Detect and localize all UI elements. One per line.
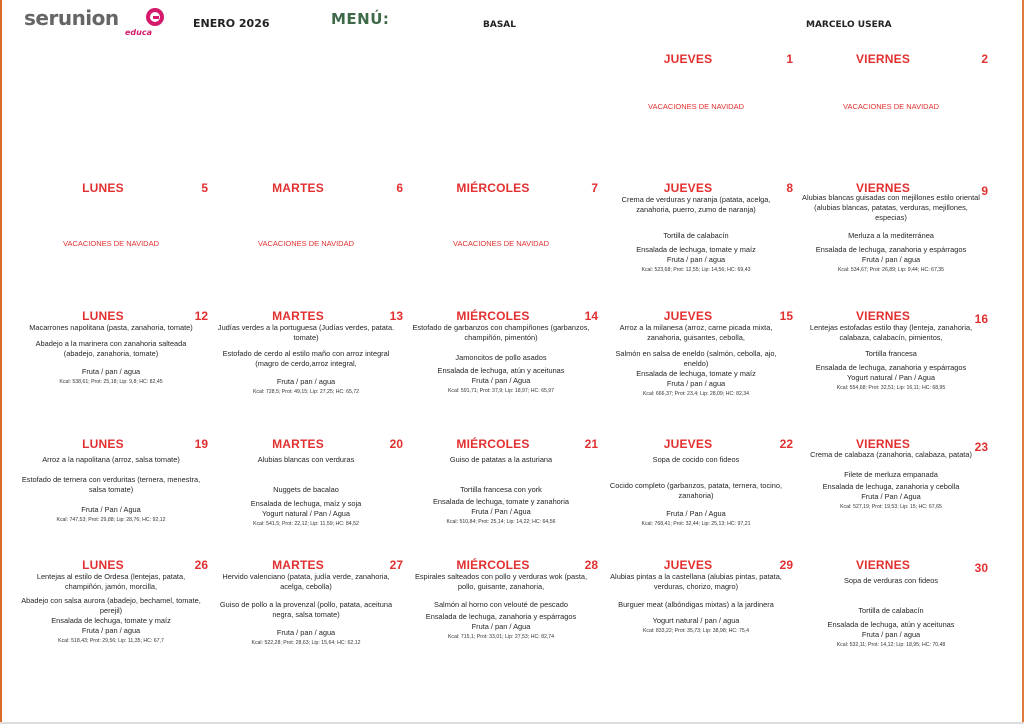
day-name: MIÉRCOLES: [456, 558, 530, 572]
nutrition-info: Kcal: 522,28; Prot: 28,63; Lip: 15,64; HC: 62,12: [251, 640, 361, 646]
side-dish: Ensalada de lechuga, tomate y maíz: [51, 616, 171, 625]
day-number: 8: [786, 181, 793, 195]
second-course: Tortilla francesa: [865, 349, 917, 358]
day-number: 16: [974, 312, 988, 326]
day-name: VIERNES: [855, 558, 911, 572]
day-number: 22: [779, 437, 793, 451]
dessert-line: Fruta / Pan / Agua: [861, 492, 921, 501]
month-label: ENERO 2026: [193, 17, 270, 30]
day-name: JUEVES: [663, 52, 713, 66]
first-course: Alubias pintas a la castellana (alubias pintas, patata, verduras, chorizo, magro): [610, 572, 782, 591]
menu-body: [215, 572, 397, 647]
second-course: Tortilla de calabacín: [858, 606, 924, 615]
day-cell-jan-30: [800, 558, 994, 686]
first-course: Hervido valenciano (patata, judía verde, zanahoria, acelga, cebolla): [222, 572, 390, 591]
day-number: 15: [779, 309, 793, 323]
day-number: 9: [981, 184, 988, 198]
second-course: Jamoncitos de pollo asados: [455, 353, 547, 362]
second-course: Guiso de pollo a la provenzal (pollo, patata, aceituna negra, salsa tomate): [219, 600, 393, 619]
day-name: JUEVES: [663, 437, 713, 451]
logo-e-icon: [146, 8, 164, 26]
second-course: Salmón al horno con velouté de pescado: [434, 600, 568, 609]
menu-body: [605, 323, 787, 398]
day-number: 2: [981, 52, 988, 66]
day-cell-jan-6: [215, 181, 409, 309]
first-course: Guiso de patatas a la asturiana: [449, 455, 553, 464]
day-number: 13: [389, 309, 403, 323]
menu-body: [410, 323, 592, 395]
second-course: Burguer meat (albóndigas mixtas) a la jardinera: [618, 600, 774, 609]
day-cell-jan-28: [410, 558, 604, 686]
day-cell-jan-20: [215, 437, 409, 565]
day-name: VIERNES: [855, 52, 911, 66]
day-cell-jan-22: [605, 437, 799, 565]
day-cell-jan-13: [215, 309, 409, 437]
dessert-line: Fruta / Pan / Agua: [666, 509, 726, 518]
dessert-line: Fruta / pan / agua: [666, 255, 726, 264]
day-cell-jan-5: [20, 181, 214, 309]
dessert-line: Fruta / Pan / Agua: [471, 507, 531, 516]
second-course: Nuggets de bacalao: [273, 485, 339, 494]
dessert-line: Fruta / pan / agua: [666, 379, 726, 388]
day-cell-jan-29: [605, 558, 799, 686]
day-name: MIÉRCOLES: [456, 181, 530, 195]
day-cell-jan-16: [800, 309, 994, 437]
first-course: Arroz a la milanesa (arroz, carne picada mixta, zanahoria, guisantes, cebolla,: [619, 323, 773, 342]
menu-body: [800, 450, 982, 511]
day-number: 26: [194, 558, 208, 572]
day-number: 30: [974, 561, 988, 575]
day-name: LUNES: [82, 437, 124, 451]
second-course: Salmón en salsa de eneldo (salmón, cebolla, ajo, eneldo): [615, 349, 777, 368]
day-name: VIERNES: [855, 181, 911, 195]
side-dish: Ensalada de lechuga, zanahoria y espárragos: [815, 363, 967, 372]
nutrition-info: Kcal: 833,22; Prot: 35,73; Lip: 38,98; HC: 75,4: [642, 628, 750, 634]
day-number: 29: [779, 558, 793, 572]
day-number: 20: [389, 437, 403, 451]
second-course: Abadejo a la marinera con zanahoria salteada (abadejo, zanahoria, tomate): [35, 339, 187, 358]
day-number: 6: [396, 181, 403, 195]
menu-body: [20, 455, 202, 524]
day-name: MIÉRCOLES: [456, 437, 530, 451]
day-cell-jan-9: [800, 181, 994, 309]
day-number: 1: [786, 52, 793, 66]
menu-body: [800, 193, 982, 274]
dessert-line: Yogurt natural / Pan / Agua: [261, 509, 351, 518]
day-number: 5: [201, 181, 208, 195]
dessert-line: Fruta / Pan / Agua: [81, 505, 141, 514]
first-course: Crema de calabaza (zanahoria, calabaza, patata): [810, 450, 972, 459]
nutrition-info: Kcal: 510,84; Prot: 25,14; Lip: 14,22; HC: 64,56: [446, 519, 556, 525]
day-cell-jan-8: [605, 181, 799, 309]
side-dish: Ensalada de lechuga, tomate y maíz: [636, 245, 756, 254]
dessert-line: Fruta / pan / agua: [81, 626, 141, 635]
day-number: 12: [194, 309, 208, 323]
day-cell-jan-2: [800, 52, 994, 180]
dessert-line: Fruta / pan / agua: [276, 377, 336, 386]
second-course: Abadejo con salsa aurora (abadejo, bechamel, tomate, perejil): [21, 596, 201, 615]
day-number: 23: [974, 440, 988, 454]
day-cell-jan-19: [20, 437, 214, 565]
dessert-line: Fruta / pan / agua: [81, 367, 141, 376]
nutrition-info: Kcal: 541,5; Prot: 22,12; Lip: 11,59; HC: 84,52: [253, 521, 359, 527]
day-name: MARTES: [272, 181, 324, 195]
menu-body: [800, 576, 982, 649]
first-course: Crema de verduras y naranja (patata, acelga, zanahoria, puerro, zumo de naranja): [621, 195, 771, 214]
nutrition-info: Kcal: 534,67; Prot: 26,89; Lip: 9,44; HC: 67,35: [837, 267, 945, 273]
day-cell-jan-15: [605, 309, 799, 437]
side-dish: Ensalada de lechuga, atún y aceitunas: [827, 620, 955, 629]
day-name: VIERNES: [855, 309, 911, 323]
nutrition-info: Kcal: 532,11; Prot: 14,12; Lip: 18,95; HC: 70,48: [836, 642, 946, 648]
first-course: Estofado de garbanzos con champiñones (garbanzos, champiñón, pimentón): [412, 323, 590, 342]
day-cell-jan-27: [215, 558, 409, 686]
day-name: VIERNES: [855, 437, 911, 451]
first-course: Macarrones napolitana (pasta, zanahoria, tomate): [29, 323, 193, 332]
diet-type: BASAL: [483, 20, 517, 30]
side-dish: Ensalada de lechuga, atún y aceitunas: [437, 366, 565, 375]
side-dish: Ensalada de lechuga, tomate y maíz: [636, 369, 756, 378]
menu-body: [20, 572, 202, 645]
day-cell-jan-12: [20, 309, 214, 437]
day-name: JUEVES: [663, 558, 713, 572]
first-course: Alubias blancas guisadas con mejillones estilo oriental (alubias blancas, patatas, verduras, mejillones, especias): [802, 193, 980, 222]
holiday-label: VACACIONES DE NAVIDAD: [843, 102, 939, 111]
day-name: LUNES: [82, 558, 124, 572]
first-course: Judías verdes a la portuguesa (Judías verdes, patata. tomate): [217, 323, 395, 342]
menu-header: [0, 0, 1024, 40]
second-course: Tortilla francesa con york: [460, 485, 542, 494]
day-number: 14: [584, 309, 598, 323]
first-course: Sopa de cocido con fideos: [652, 455, 740, 464]
day-cell-jan-14: [410, 309, 604, 437]
day-name: MARTES: [272, 437, 324, 451]
menu-body: [605, 455, 787, 528]
day-number: 27: [389, 558, 403, 572]
menu-body: [800, 323, 982, 392]
first-course: Alubias blancas con verduras: [257, 455, 355, 464]
dessert-line: Yogurt natural / pan / agua: [652, 616, 740, 625]
side-dish: Ensalada de lechuga, tomate y zanahoria: [433, 497, 569, 506]
second-course: Cocido completo (garbanzos, patata, ternera, tocino, zanahoria): [609, 481, 783, 500]
menu-body: [410, 572, 592, 641]
menu-title: MENÚ:: [331, 10, 390, 28]
side-dish: Ensalada de lechuga, maíz y soja: [250, 499, 362, 508]
nutrition-info: Kcal: 591,71; Prot: 37,9; Lip: 18,97; HC: 65,97: [447, 388, 555, 394]
second-course: Merluza a la mediterránea: [848, 231, 934, 240]
day-cell-jan-26: [20, 558, 214, 686]
nutrition-info: Kcal: 768,41; Prot: 32,44; Lip: 25,13; HC: 97,21: [641, 521, 751, 527]
day-number: 28: [584, 558, 598, 572]
menu-body: [605, 195, 787, 274]
nutrition-info: Kcal: 747,53; Prot: 29,88; Lip: 28,76; HC: 92,12: [56, 517, 166, 523]
day-number: 19: [194, 437, 208, 451]
side-dish: Ensalada de lechuga, zanahoria y espárragos: [815, 245, 967, 254]
day-cell-jan-23: [800, 437, 994, 565]
nutrition-info: Kcal: 518,43; Prot: 29,56; Lip: 11,35; HC: 67,7: [58, 638, 164, 644]
school-name: MARCELO USERA: [806, 20, 892, 30]
day-name: JUEVES: [663, 309, 713, 323]
day-number: 7: [591, 181, 598, 195]
nutrition-info: Kcal: 728,5; Prot: 49,15; Lip: 27,25; HC: 65,72: [252, 389, 360, 395]
first-course: Sopa de verduras con fideos: [843, 576, 939, 585]
nutrition-info: Kcal: 527,19; Prot: 19,53; Lip: 15; HC: 67,65: [840, 504, 942, 510]
menu-body: [20, 323, 202, 386]
day-cell-jan-7: [410, 181, 604, 309]
first-course: Arroz a la napolitana (arroz, salsa tomate): [42, 455, 180, 464]
dessert-line: Fruta / pan / Agua: [471, 376, 531, 385]
day-name: MIÉRCOLES: [456, 309, 530, 323]
second-course: Filete de merluza empanada: [844, 470, 938, 479]
second-course: Estofado de cerdo al estilo maño con arroz integral (magro de cerdo,arroz integral,: [222, 349, 390, 368]
menu-body: [605, 572, 787, 635]
first-course: Lentejas estofadas estilo thay (lenteja, zanahoria, calabaza, calabacín, pimientos,: [809, 323, 973, 342]
first-course: Lentejas al estilo de Ordesa (lentejas, patata, champiñón, jamón, morcilla,: [36, 572, 186, 591]
day-name: LUNES: [82, 309, 124, 323]
logo-wordmark: serunion: [24, 6, 119, 30]
dessert-line: Fruta / pan / Agua: [471, 622, 531, 631]
second-course: Tortilla de calabacín: [663, 231, 729, 240]
nutrition-info: Kcal: 554,68; Prot: 32,51; Lip: 16,11; HC: 68,95: [836, 385, 946, 391]
logo-subtitle: educa: [125, 28, 152, 37]
holiday-label: VACACIONES DE NAVIDAD: [258, 239, 354, 248]
day-number: 21: [584, 437, 598, 451]
day-cell-jan-1: [605, 52, 799, 180]
first-course: Espirales salteados con pollo y verduras wok (pasta, pollo, guisante, zanahoria,: [414, 572, 588, 591]
side-dish: Ensalada de lechuga, zanahoria y espárragos: [425, 612, 577, 621]
day-cell-jan-21: [410, 437, 604, 565]
nutrition-info: Kcal: 715,1; Prot: 33,01; Lip: 27,53; HC: 82,74: [447, 634, 555, 640]
menu-body: [215, 455, 397, 528]
nutrition-info: Kcal: 523,68; Prot: 12,55; Lip: 14,56; HC: 69,43: [641, 267, 751, 273]
menu-body: [215, 323, 397, 396]
day-name: MARTES: [272, 309, 324, 323]
dessert-line: Fruta / pan / agua: [861, 630, 921, 639]
day-name: JUEVES: [663, 181, 713, 195]
dessert-line: Yogurt natural / Pan / Agua: [846, 373, 936, 382]
serunion-logo: [24, 6, 152, 37]
dessert-line: Fruta / pan / agua: [276, 628, 336, 637]
holiday-label: VACACIONES DE NAVIDAD: [63, 239, 159, 248]
nutrition-info: Kcal: 538,61; Prot: 25,18; Lip: 9,8; HC: 82,45: [59, 379, 163, 385]
holiday-label: VACACIONES DE NAVIDAD: [453, 239, 549, 248]
nutrition-info: Kcal: 666,37; Prot: 23,4; Lip: 28,09; HC: 82,34: [642, 391, 750, 397]
holiday-label: VACACIONES DE NAVIDAD: [648, 102, 744, 111]
day-name: LUNES: [82, 181, 124, 195]
dessert-line: Fruta / pan / agua: [861, 255, 921, 264]
side-dish: Ensalada de lechuga, zanahoria y cebolla: [822, 482, 960, 491]
second-course: Estofado de ternera con verduritas (ternera, menestra, salsa tomate): [21, 475, 201, 494]
menu-body: [410, 455, 592, 526]
day-name: MARTES: [272, 558, 324, 572]
